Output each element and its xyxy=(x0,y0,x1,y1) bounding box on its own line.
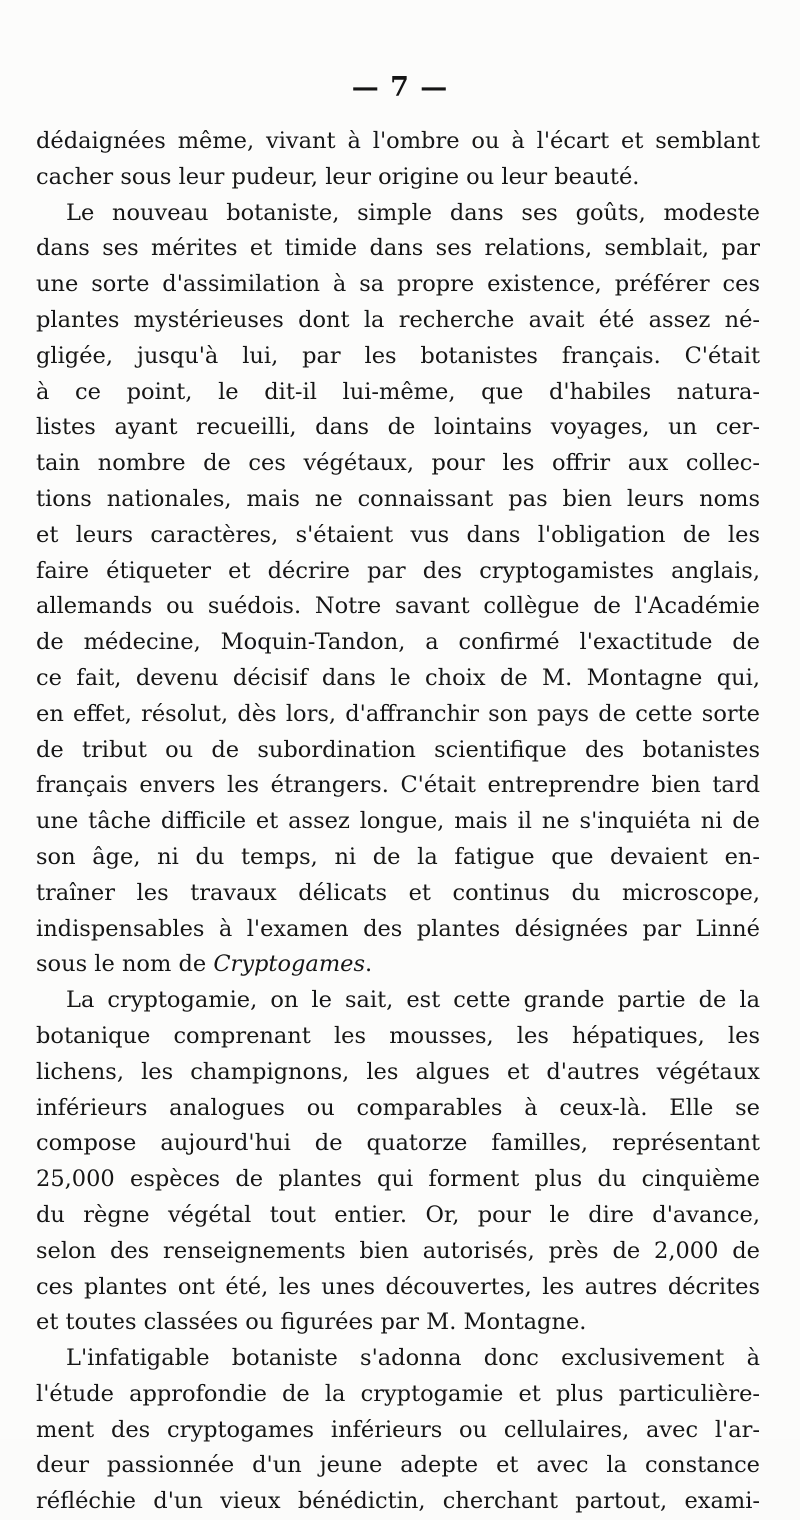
italic-term: Cryptogames xyxy=(213,951,366,978)
text-line: dédaignées même, vivant à l'ombre ou à l'écart et semblant xyxy=(36,128,760,154)
text-line: ces plantes ont été, les unes découvertes, les autres décrites xyxy=(36,1273,760,1300)
text-line: allemands ou suédois. Notre savant collègue de l'Académie xyxy=(36,593,760,620)
text-line: 25,000 espèces de plantes qui forment plus du cinquième xyxy=(36,1166,760,1193)
text-line: selon des renseignements bien autorisés, près de 2,000 de xyxy=(36,1237,760,1264)
text-line: lichens, les champignons, les algues et d'autres végétaux xyxy=(36,1058,760,1085)
text-line: de tribut ou de subordination scientifique des botanistes xyxy=(36,736,760,763)
text-line: en effet, résolut, dès lors, d'affranchir son pays de cette sorte xyxy=(36,700,760,727)
text-segment: . xyxy=(365,951,373,978)
text-line: dans ses mérites et timide dans ses relations, semblait, par xyxy=(36,235,760,262)
text-line: gligée, jusqu'à lui, par les botanistes français. C'était xyxy=(36,342,760,369)
text-line: son âge, ni du temps, ni de la fatigue que devaient en- xyxy=(36,843,760,870)
text-line: L'infatigable botaniste s'adonna donc exclusivement à xyxy=(66,1345,760,1372)
text-line: et leurs caractères, s'étaient vus dans l'obligation de les xyxy=(36,521,760,548)
text-line: La cryptogamie, on le sait, est cette grande partie de la xyxy=(66,987,760,1014)
text-line: cacher sous leur pudeur, leur origine ou leur beauté. xyxy=(36,163,640,190)
text-line: à ce point, le dit-il lui-même, que d'habiles natura- xyxy=(36,378,760,405)
text-line: l'étude approfondie de la cryptogamie et plus particulière- xyxy=(36,1380,760,1407)
text-line: compose aujourd'hui de quatorze familles, représentant xyxy=(36,1130,760,1157)
text-line: et toutes classées ou figurées par M. Montagne. xyxy=(36,1309,587,1336)
text-line: une sorte d'assimilation à sa propre existence, préférer ces xyxy=(36,271,760,298)
text-line: réfléchie d'un vieux bénédictin, cherchant partout, exami- xyxy=(36,1488,760,1515)
text-line: traîner les travaux délicats et continus du microscope, xyxy=(36,879,760,906)
text-line: deur passionnée d'un jeune adepte et avec la constance xyxy=(36,1452,760,1479)
text-line: ment des cryptogames inférieurs ou cellulaires, avec l'ar- xyxy=(36,1416,760,1443)
text-line: indispensables à l'examen des plantes désignées par Linné xyxy=(36,915,760,942)
text-line: tions nationales, mais ne connaissant pas bien leurs noms xyxy=(36,485,760,512)
text-line: botanique comprenant les mousses, les hépatiques, les xyxy=(36,1022,760,1049)
text-line: de médecine, Moquin-Tandon, a confirmé l'exactitude de xyxy=(36,629,760,656)
text-segment: sous le nom de xyxy=(36,951,214,978)
text-line: une tâche difficile et assez longue, mais il ne s'inquiéta ni de xyxy=(36,808,760,835)
text-line: inférieurs analogues ou comparables à ceux-là. Elle se xyxy=(36,1094,760,1121)
text-line: français envers les étrangers. C'était entreprendre bien tard xyxy=(36,772,760,799)
page-number: — 7 — xyxy=(351,72,449,103)
text-line: du règne végétal tout entier. Or, pour le dire d'avance, xyxy=(36,1201,760,1228)
text-line: Le nouveau botaniste, simple dans ses goûts, modeste xyxy=(66,199,760,226)
text-line: plantes mystérieuses dont la recherche avait été assez né- xyxy=(36,306,760,333)
text-line: listes ayant recueilli, dans de lointains voyages, un cer- xyxy=(36,414,760,441)
text-line: faire étiqueter et décrire par des cryptogamistes anglais, xyxy=(36,557,760,584)
body-text xyxy=(36,124,760,1520)
text-line: ce fait, devenu décisif dans le choix de M. Montagne qui, xyxy=(36,664,760,691)
text-line: tain nombre de ces végétaux, pour les offrir aux collec- xyxy=(36,450,760,477)
text-line xyxy=(36,947,760,983)
